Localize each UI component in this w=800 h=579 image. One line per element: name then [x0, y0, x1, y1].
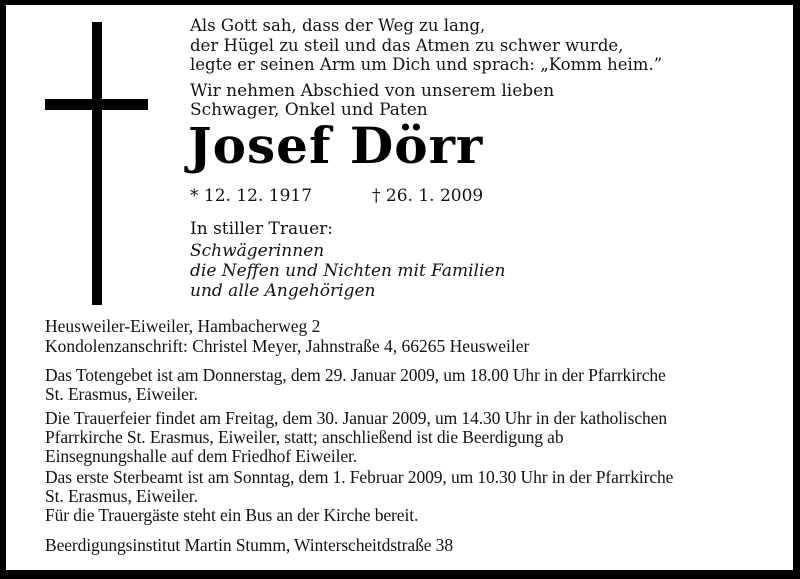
opening-verse — [190, 16, 662, 75]
farewell-intro-line: Wir nehmen Abschied von unserem lieben — [190, 81, 555, 101]
residence-line: Heusweiler-Eiweiler, Hambacherweg 2 — [45, 316, 321, 336]
funeral-home-line: Beerdigungsinstitut Martin Stumm, Winterscheitdstraße 38 — [45, 535, 453, 555]
mourner-line: und alle Angehörigen — [190, 281, 376, 301]
farewell-intro-line: Schwager, Onkel und Paten — [190, 100, 428, 120]
mourner-line: Schwägerinnen — [190, 241, 325, 261]
address-block — [45, 316, 529, 356]
paragraph-line: Pfarrkirche St. Erasmus, Eiweiler, statt; anschließend ist die Beerdigung ab — [45, 427, 564, 447]
verse-line: legte er seinen Arm um Dich und sprach: „Komm heim.” — [190, 55, 663, 74]
paragraph-line: St. Erasmus, Eiweiler. — [45, 486, 198, 506]
paragraph-line: St. Erasmus, Eiweiler. — [45, 384, 198, 404]
cross-horizontal-bar — [45, 99, 148, 110]
farewell-intro — [190, 82, 554, 120]
mourning-header: In stiller Trauer: — [190, 219, 333, 239]
totengebet-paragraph — [45, 366, 666, 404]
mourners-list — [190, 241, 505, 301]
condolence-address-line: Kondolenzanschrift: Christel Meyer, Jahnstraße 4, 66265 Heusweiler — [45, 336, 530, 356]
paragraph-line: Die Trauerfeier findet am Freitag, dem 30. Januar 2009, um 14.30 Uhr in der katholischen — [45, 408, 668, 428]
paragraph-line: Das Totengebet ist am Donnerstag, dem 29. Januar 2009, um 18.00 Uhr in der Pfarrkirche — [45, 365, 666, 385]
paragraph-line: Einsegnungshalle auf dem Friedhof Eiweiler. — [45, 446, 358, 466]
sterbeamt-paragraph — [45, 468, 673, 506]
bus-note: Für die Trauergäste steht ein Bus an der Kirche bereit. — [45, 505, 419, 525]
birth-date: * 12. 12. 1917 — [190, 186, 313, 206]
verse-line: der Hügel zu steil und das Atmen zu schwer wurde, — [190, 35, 624, 55]
death-date: † 26. 1. 2009 — [372, 186, 484, 206]
life-dates — [190, 186, 483, 206]
trauerfeier-paragraph — [45, 409, 667, 466]
verse-line: Als Gott sah, dass der Weg zu lang, — [190, 16, 486, 35]
paragraph-line: Das erste Sterbeamt ist am Sonntag, dem 1. Februar 2009, um 10.30 Uhr in der Pfarrkirche — [45, 467, 674, 487]
deceased-name: Josef Dörr — [188, 116, 484, 175]
cross-vertical-bar — [92, 22, 102, 305]
mourner-line: die Neffen und Nichten mit Familien — [190, 261, 506, 281]
